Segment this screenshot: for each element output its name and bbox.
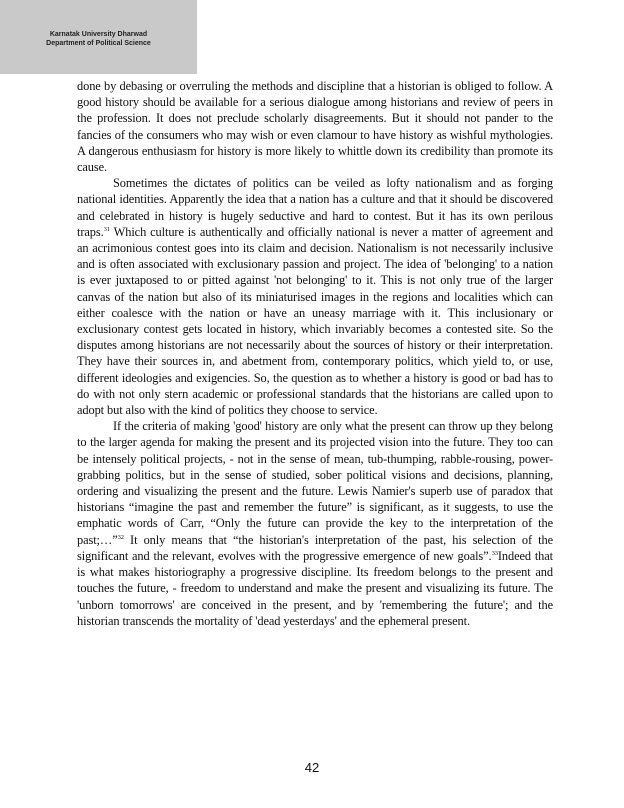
paragraph-1-text: done by debasing or overruling the methods and discipline that a historian is obliged to follow. A good history should be available for a serious dialogue among historians and review of peers in the profession. It does not preclude scholarly disagreements. But it should not pander to the fancies of the consumers who may wish or even clamour to have history as wishful mythologies. A dangerous enthusiasm for history is more likely to whittle down its credibility than promote its cause. bbox=[77, 79, 553, 175]
institution-header bbox=[0, 30, 197, 48]
paragraph-3-text-a: If the criteria of making 'good' history are only what the present can throw up they belong to the larger agenda for making the present and its projected vision into the future. They too can be intensely political projects, - not in the sense of mean, tub-thumping, rabble-rousing, power-grabbing politics, but in the sense of studied, sober political visions and decisions, planning, ordering and visualizing the present and the future. Lewis Namier's superb use of paradox that historians “imagine the past and remember the future” is significant, as it suggests, to use the emphatic words of Carr, “Only the future can provide the key to the interpretation of the past;…” bbox=[77, 419, 553, 547]
department-name: Department of Political Science bbox=[46, 40, 151, 47]
header-banner bbox=[0, 0, 197, 74]
paragraph-2-text-a: Sometimes the dictates of politics can be veiled as lofty nationalism and as forging national identities. Apparently the idea that a nation has a culture and that it should be discovered and celebrated in history is hugely seductive and hard to contest. But it has its own perilous traps. bbox=[77, 176, 553, 239]
paragraph-3 bbox=[77, 418, 553, 629]
paragraph-2 bbox=[77, 175, 553, 418]
footnote-ref-32: 32 bbox=[117, 533, 124, 541]
footnote-ref-31: 31 bbox=[103, 225, 110, 233]
paragraph-3-text-b: It only means that “the historian's interpretation of the past, his selection of the significant and the relevant, evolves with the progressive emergence of new goals”. bbox=[77, 532, 553, 563]
footnote-ref-33: 33 bbox=[491, 549, 498, 557]
page-number: 42 bbox=[304, 760, 320, 775]
paragraph-3-text-c: Indeed that is what makes historiography a progressive discipline. Its freedom belongs to the present and touches the future, - freedom to understand and make the present and visualizing its future. The 'unborn tomorrows' are conceived in the present, and by 'remembering the future'; and the historian transcends the mortality of 'dead yesterdays' and the ephemeral present. bbox=[77, 548, 553, 628]
body-text bbox=[77, 78, 553, 629]
paragraph-2-text-b: Which culture is authentically and officially national is never a matter of agreement and an acrimonious contest goes into its claim and decision. Nationalism is not necessarily inclusive and is often associated with exclusionary passion and project. The idea of 'belonging' to a nation is ever juxtaposed to or pitted against 'not belonging' to it. This is not only true of the larger canvas of the nation but also of its miniaturised images in the regions and localities which can either coalesce with the nation or have an uneasy marriage with it. This inclusionary or exclusionary contest gets located in history, which invariably becomes a contested site. So the disputes among historians are not necessarily about the sources of history or their interpretation. They have their sources in, and abetment from, contemporary politics, which yield to, or use, different ideologies and exigencies. So, the question as to whether a history is good or bad has to do with not only stern academic or professional standards that the historians are called upon to adopt but also with the kind of politics they choose to service. bbox=[77, 224, 553, 418]
university-name: Karnatak University Dharwad bbox=[49, 31, 148, 38]
paragraph-1 bbox=[77, 78, 553, 175]
